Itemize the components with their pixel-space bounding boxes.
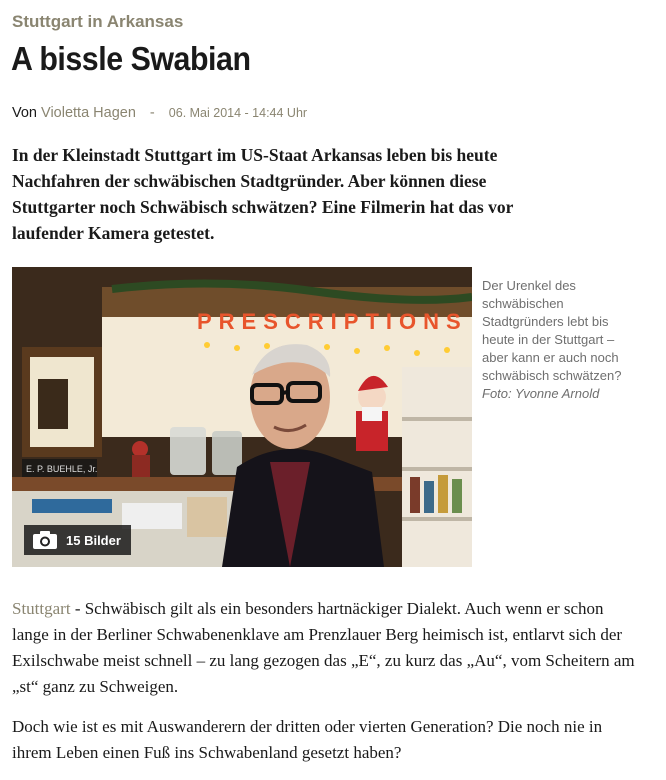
- publish-date: 06. Mai 2014 - 14:44 Uhr: [168, 106, 308, 120]
- body-paragraph: Doch wie ist es mit Auswanderern der dritten oder vierten Generation? Die noch nie in ihrem Leben einen Fuß ins Schwabenland gesetzt haben?: [12, 717, 603, 762]
- dateline-link[interactable]: Stuttgart: [12, 599, 71, 618]
- photo-caption: [482, 277, 642, 403]
- gallery-count: 15 Bilder: [66, 532, 121, 548]
- gallery-button[interactable]: [24, 525, 131, 555]
- author-link[interactable]: Violetta Hagen: [41, 105, 136, 121]
- article-kicker[interactable]: Stuttgart in Arkansas: [12, 12, 184, 31]
- photo-illustration: [12, 267, 472, 567]
- body-paragraph: [12, 596, 642, 700]
- byline-separator: -: [149, 105, 155, 121]
- byline: [12, 105, 307, 121]
- article-body: [12, 596, 642, 780]
- byline-prefix: Von: [12, 105, 37, 121]
- prescriptions-sign: PRESCRIPTIONS: [197, 309, 468, 334]
- article-photo[interactable]: [12, 267, 472, 567]
- camera-icon: [32, 530, 58, 550]
- article-headline: A bissle Swabian: [11, 40, 251, 77]
- article-lead: In der Kleinstadt Stuttgart im US-Staat Arkansas leben bis heute Nachfahren der schwäbischen Stadtgründer. Aber können diese Stuttgarter noch Schwäbisch schwätzen? Eine Filmerin hat das vor laufender Kamera getestet.: [12, 145, 514, 243]
- name-plaque: E. P. BUEHLE, Jr.: [26, 464, 98, 474]
- caption-text: Der Urenkel des schwäbischen Stadtgründers lebt bis heute in der Stuttgart – aber kann er auch noch schwäbisch schwätzen?: [482, 278, 622, 383]
- body-paragraph-text: - Schwäbisch gilt als ein besonders hartnäckiger Dialekt. Auch wenn er schon lange in der Berliner Schwabenenklave am Prenzlauer Berg heimisch ist, entlarvt sich der Exilschwabe meist schnell – zu lang gezogen das „E“, zu kurz das „Au“, vom Scheitern am „st“ ganz zu Schweigen.: [12, 599, 635, 696]
- photo-credit: Foto: Yvonne Arnold: [482, 386, 600, 401]
